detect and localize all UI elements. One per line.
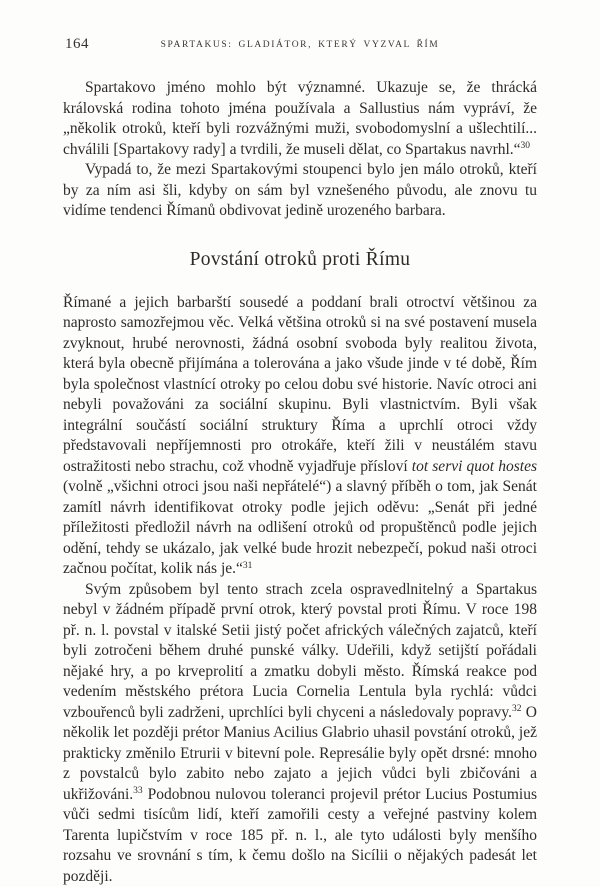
text-run: Spartakovo jméno mohlo být významné. Ukazuje se, že thrácká královská rodina tohoto jména používala a Sallustius nám vypráví, že „několik otroků, kteří byli rozvážnými muži, svobodomyslní a ušlechtilí... chválili [Spartakovy rady] a tvrdili, že museli dělat, co Spartakus navrhl.“ (63, 79, 537, 158)
text-run: Svým způsobem byl tento strach zcela ospravedlnitelný a Spartakus nebyl v žádném případě první otrok, který povstal proti Římu. V roce 198 př. n. l. povstal v italské Setii jistý počet afrických válečných zajatců, kteří byli zotročeni během druhé punské války. Udeřili, když setijští pořádali nějaké hry, a po krveprolití a zmatku dobyli město. Římská reakce pod vedením městského prétora Lucia Cornelia Lentula byla rychlá: vůdci vzbouřenců byli zadrženi, uprchlíci byli chyceni a následovaly popravy. (63, 581, 537, 721)
text-run: Římané a jejich barbarští sousedé a poddaní brali otroctví většinou za naprosto samozřejmou věc. Velká většina otroků si na své postavení musela zvyknout, hrubé nerovnosti, žádná osobní svoboda byly realitou života, která byla obecně přijímána a tolerována a jako všude jinde v té době, Řím byla společnost vlastnící otroky po celou dobu své historie. Navíc otroci ani nebyli považováni za sociální skupinu. Byli vlastnictvím. Byli však integrální součástí sociální struktury Říma a uprchlí otroci vždy představovali nepříjemnosti pro otrokáře, kteří žili v neustálém stavu ostražitosti nebo strachu, což vhodně vyjadřuje přísloví (63, 294, 537, 475)
footnote-marker: 31 (243, 561, 253, 571)
paragraph (63, 78, 537, 160)
footnote-marker: 32 (512, 704, 522, 714)
footnote-marker: 30 (521, 141, 531, 151)
page-body (63, 78, 537, 887)
section-paragraphs (63, 293, 537, 887)
running-header (63, 36, 537, 53)
footnote-marker: 33 (133, 786, 143, 796)
section-heading: Povstání otroků proti Římu (63, 249, 537, 271)
page-number: 164 (65, 36, 89, 53)
paragraph (63, 580, 537, 887)
text-run: O několik let později prétor Manius Acilius Glabrio uhasil povstání otroků, jež prakticky změnilo Etrurii v bitevní pole. Represálie byly opět drsné: mnoho z povstalců bylo zabito nebo zajato a jejich vůdci byli zbičováni a ukřižováni. (63, 704, 537, 803)
text-run: Podobnou nulovou toleranci projevil prétor Lucius Postumius vůči sedmi tisícům lidí, kteří zamořili cesty a veřejné pastviny kolem Tarenta lupičstvím v roce 185 př. n. l., ale tyto události byly menšího rozsahu ve srovnání s tím, k čemu došlo na Sicílii o nějakých padesát let později. (63, 786, 537, 885)
italic-phrase: tot servi quot hostes (412, 458, 537, 475)
paragraph (63, 293, 537, 580)
running-title: SPARTAKUS: GLADIÁTOR, KTERÝ VYZVAL ŘÍM (63, 36, 537, 50)
paragraph (63, 160, 537, 222)
text-run: (volně „všichni otroci jsou naši nepřátelé“) a slavný příběh o tom, jak Senát zamítl návrh identifikovat otroky podle jejich oděvu: „Senát při jedné příležitosti předložil návrh na odlišení otroků od propuštěnců podle jejich odění, tehdy se ukázalo, jak velké bude hrozit nebezpečí, pokud naši otroci začnou počítat, kolik nás je.“ (63, 478, 537, 577)
text-run: Vypadá to, že mezi Spartakovými stoupenci bylo jen málo otroků, kteří by za ním asi šli, kdyby on sám byl vznešeného původu, ale znovu tu vidíme tendenci Římanů obdivovat jedině urozeného barbara. (63, 161, 537, 219)
intro-paragraphs (63, 78, 537, 222)
